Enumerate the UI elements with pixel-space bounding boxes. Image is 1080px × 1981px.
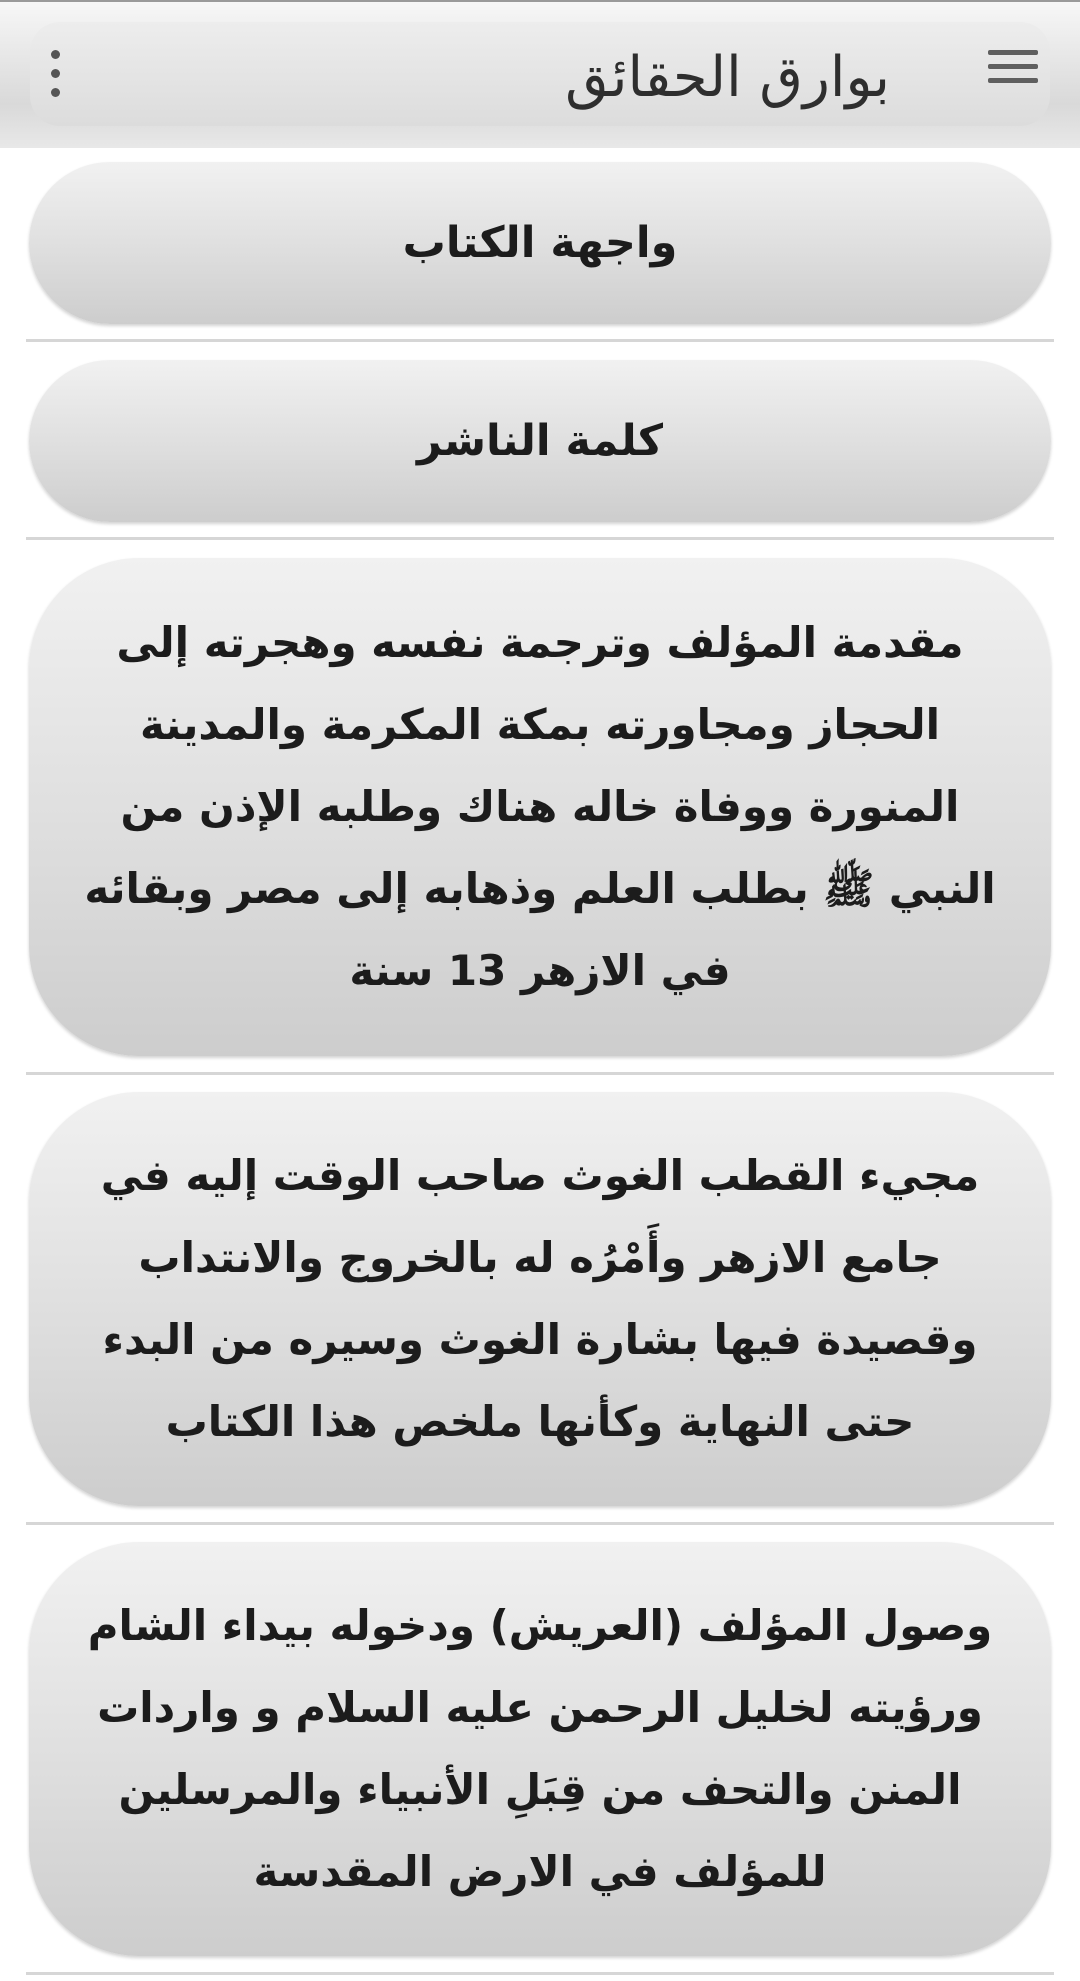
chapter-card[interactable] [29,360,1051,522]
app-bar-surface [30,22,1050,126]
app-bar [0,0,1080,148]
chapter-title: مقدمة المؤلف وترجمة نفسه وهجرته إلى الحجاز ومجاورته بمكة المكرمة والمدينة المنورة ووفاة خاله هناك وطلبه الإذن من النبي ﷺ بطلب العلم وذهابه إلى مصر وبقائه في الازهر 13 سنة [84,618,996,995]
chapter-title: مجيء القطب الغوث صاحب الوقت إليه في جامع الازهر وأَمْرُه له بالخروج والانتداب وقصيدة فيها بشارة الغوث وسيره من البدء حتى النهاية وكأنها ملخص هذا الكتاب [100,1151,980,1446]
hamburger-menu-icon[interactable] [988,50,1040,90]
overflow-menu-icon[interactable] [46,50,66,98]
chapter-card[interactable] [29,1542,1051,1956]
list-divider [26,339,1054,342]
chapter-title: وصول المؤلف (العريش) ودخوله بيداء الشام ورؤيته لخليل الرحمن عليه السلام و واردات المنن والتحف من قِبَلِ الأنبياء والمرسلين للمؤلف في الارض المقدسة [87,1601,993,1896]
chapter-title: كلمة الناشر [416,416,664,466]
list-divider [26,1972,1054,1975]
app-title: بوارق الحقائق [565,45,890,110]
list-divider [26,537,1054,540]
list-divider [26,1522,1054,1525]
chapter-title: واجهة الكتاب [402,218,678,268]
chapter-card[interactable] [29,162,1051,324]
list-divider [26,1072,1054,1075]
chapter-card[interactable] [29,558,1051,1056]
chapter-card[interactable] [29,1092,1051,1506]
